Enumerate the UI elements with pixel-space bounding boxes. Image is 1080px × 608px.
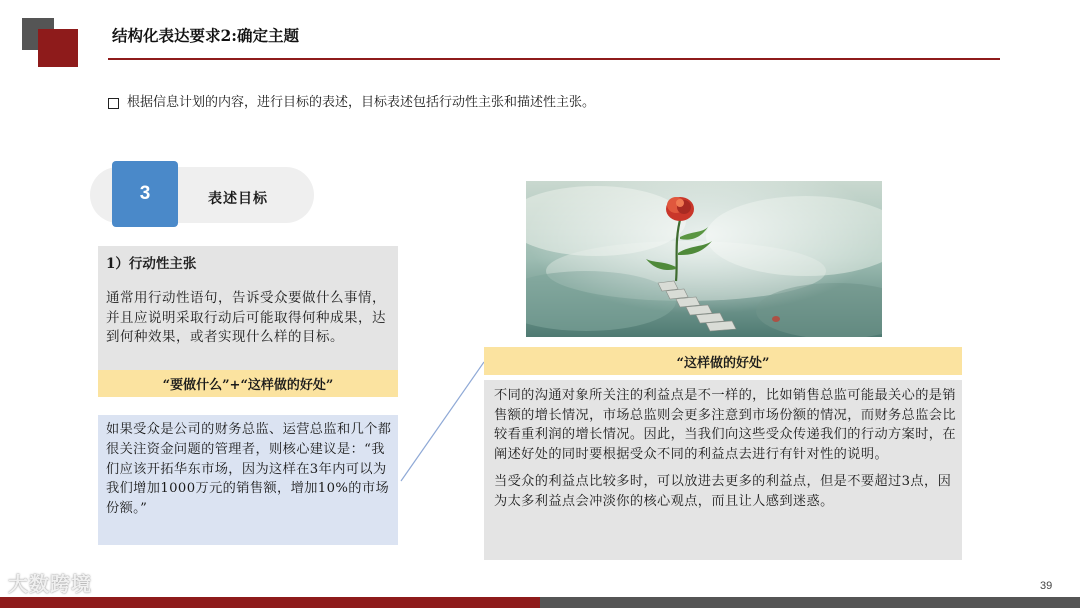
benefits-body [494,386,956,511]
step-number: 3 [112,161,178,227]
benefits-paragraph-1: 不同的沟通对象所关注的利益点是不一样的，比如销售总监可能最关心的是销售额的增长情况，市场总监则会更多注意到市场份额的情况，而财务总监会比较看重利润的增长情况。因此，当我们向这些受众传递我们的行动方案时，在阐述好处的同时要根据受众不同的利益点去进行有针对性的说明。 [494,388,956,462]
intro-line [108,94,595,112]
action-claim-body: 通常用行动性语句，告诉受众要做什么事情，并且应说明采取行动后可能取得何种成果，达到何种效果，或者实现什么样的目标。 [106,290,386,345]
slide-title: 结构化表达要求2:确定主题 [112,26,300,45]
step-label: 表述目标 [208,191,268,207]
logo-red-square [38,29,78,67]
example-body: 如果受众是公司的财务总监、运营总监和几个都很关注资金问题的管理者，则核心建议是：“我们应该开拓华东市场，因为这样在3年内可以为我们增加1000万元的销售额，增加10%的市场份额。” [106,422,392,517]
title-divider [108,58,1000,60]
benefits-paragraph-2: 当受众的利益点比较多时，可以放进去更多的利益点，但是不要超过3点，因为太多利益点会冲淡你的核心观点，而且让人感到迷惑。 [494,474,952,509]
footer-bar-red [0,597,540,608]
right-banner: “这样做的好处” [484,347,962,375]
watermark-logo: 大数跨境 [8,574,92,596]
left-banner: “要做什么”+“这样做的好处” [98,370,398,397]
page-number: 39 [1040,580,1053,592]
rose-stairs-image [526,181,882,337]
action-claim-heading: 1）行动性主张 [106,256,197,272]
checkbox-icon [108,98,119,109]
connector-arrow [399,360,484,485]
intro-text: 根据信息计划的内容，进行目标的表述，目标表述包括行动性主张和描述性主张。 [127,95,596,110]
footer-bar-gray [540,597,1080,608]
